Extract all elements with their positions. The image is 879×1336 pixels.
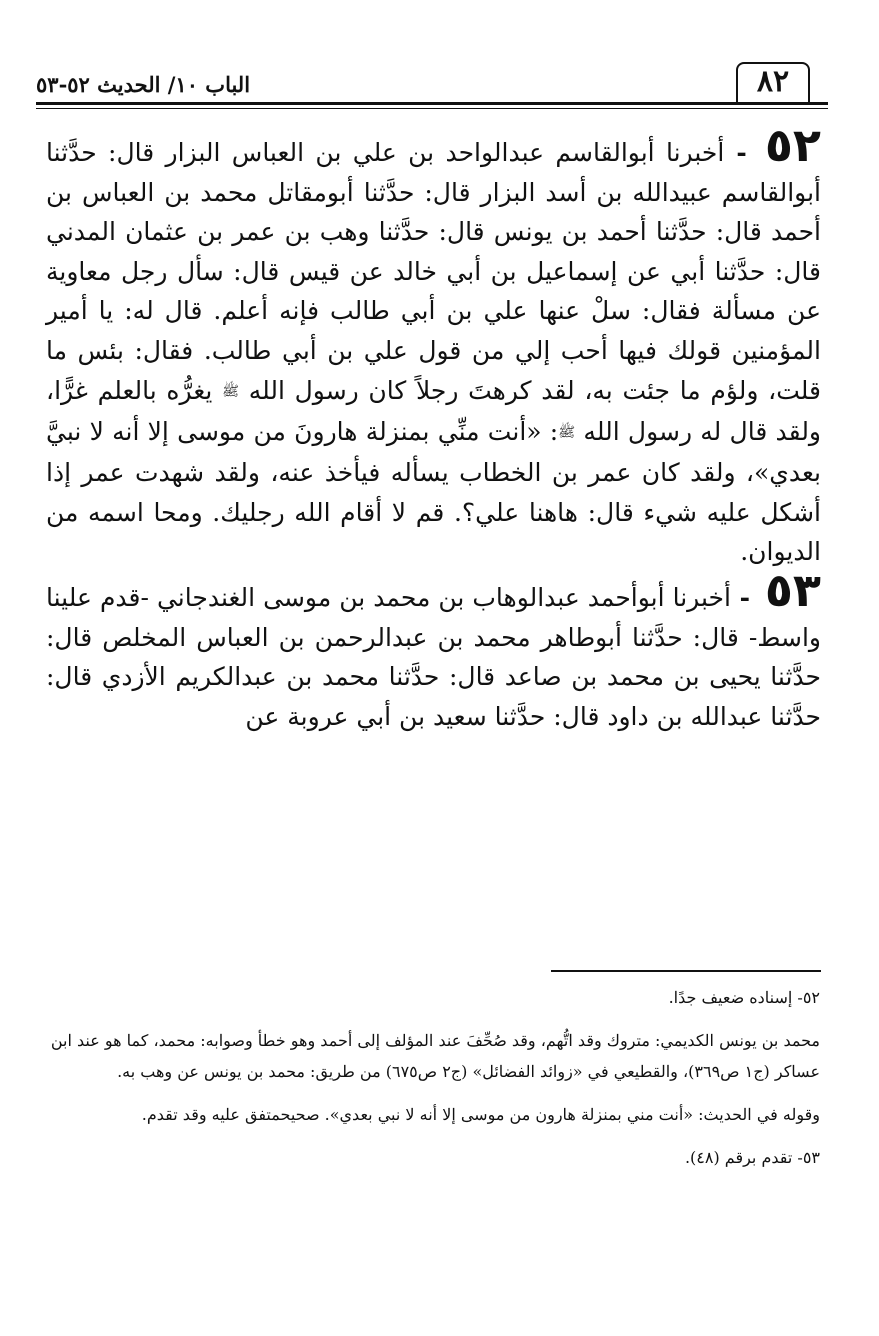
page-number: ٨٢: [736, 62, 810, 102]
dash: -: [724, 138, 759, 167]
salla-glyph: ﷺ: [558, 424, 576, 441]
page-header: [36, 58, 828, 116]
header-rule: [36, 102, 828, 105]
hadith-52-line-1: أخبرنا أبوالقاسم عبدالواحد بن علي بن العباس البزار قال:: [108, 138, 725, 167]
hadith-52-line-8: يغرُّه بالعلم غرًّا، ولقد قال له رسول الله: [46, 375, 822, 446]
hadith-52-line-4: عثمان المدني قال: حدَّثنا أبي عن إسماعيل بن أبي خالد عن قيس قال:: [46, 217, 821, 286]
footnote-52-narrator: محمد بن يونس الكديمي: متروك وقد اتُّهم، وقد صُحِّفَ عند المؤلف إلى أحمد وهو خطأ وصوابه: محمد، كما هو عند ابن عساكر (ج١ ص٣٦٩)، والقطيعي في «زوائد الفضائل» (ج٢ ص٦٧٥) من طريق: محمد بن يونس عن وهب به.: [50, 1031, 820, 1081]
footnote-52-grade: ٥٢- إسناده ضعيف جدًا.: [668, 988, 820, 1007]
hadith-52-line-2: حدَّثنا أبوالقاسم عبيدالله بن أسد البزار قال: حدَّثنا أبومقاتل محمد بن: [46, 138, 821, 207]
footnote-separator: [551, 970, 821, 972]
hadith-53: [46, 562, 821, 736]
hadith-52-line-7: فقال: بئس ما قلت، ولؤم ما جئت به، لقد كرهتَ رجلاً كان رسول الله: [46, 335, 822, 405]
hadith-53-line-4: الأزدي قال: حدَّثنا عبدالله بن داود قال: حدَّثنا سعيد بن أبي عروبة عن: [46, 662, 821, 731]
hadith-52-line-3: العباس بن أحمد قال: حدَّثنا أحمد بن يونس قال: حدَّثنا وهب بن عمر بن: [46, 177, 821, 247]
footnote-53: ٥٣- تقدم برقم (٤٨).: [684, 1148, 820, 1167]
hadith-53-line-2: علينا واسط- قال: حدَّثنا أبوطاهر محمد بن عبدالرحمن بن العباس المخلص: [46, 582, 821, 652]
hadith-52-line-11: لا أقام الله رجليك. ومحا اسمه من الديوان.: [46, 497, 821, 567]
hadith-52-line-9: هارونَ من موسى إلا أنه لا نبيَّ بعدي»، ولقد كان عمر بن الخطاب يسأله: [46, 416, 821, 488]
hadith-52-line-10: فيأخذ عنه، ولقد شهدت عمر إذا أشكل عليه شيء قال: هاهنا علي؟. قم: [46, 458, 821, 527]
main-text: [46, 118, 822, 736]
salla-glyph: ﷺ: [222, 383, 239, 400]
hadith-number-53: ٥٣: [764, 562, 821, 617]
footnotes: [50, 982, 820, 1185]
hadith-53-line-3: قال: حدَّثنا يحيى بن محمد بن صاعد قال: حدَّثنا محمد بن عبدالكريم: [46, 622, 821, 692]
dash: -: [730, 582, 759, 612]
hadith-52: [46, 118, 822, 572]
hadith-number-52: ٥٢: [764, 118, 821, 172]
hadith-52-line-6: قال له: يا أمير المؤمنين قولك فيها أحب إلي من قول علي بن أبي طالب.: [46, 296, 821, 365]
footnote-52-text: وقوله في الحديث: «أنت مني بمنزلة هارون من موسى إلا أنه لا نبي بعدي». صحيحمتفق عليه وقد تقدم.: [141, 1105, 820, 1124]
hadith-52-line-8b: : «أنت منِّي بمنزلة: [365, 416, 559, 446]
hadith-52-line-5: سأل رجل معاوية عن مسألة فقال: سلْ عنها علي بن أبي طالب فإنه أعلم.: [46, 256, 821, 326]
hadith-53-line-1: أخبرنا أبوأحمد عبدالوهاب بن محمد بن موسى الغندجاني -قدم: [99, 582, 731, 612]
running-title: الباب ١٠/ الحديث ٥٢-٥٣: [36, 72, 251, 97]
header-rule-thin: [36, 108, 828, 109]
